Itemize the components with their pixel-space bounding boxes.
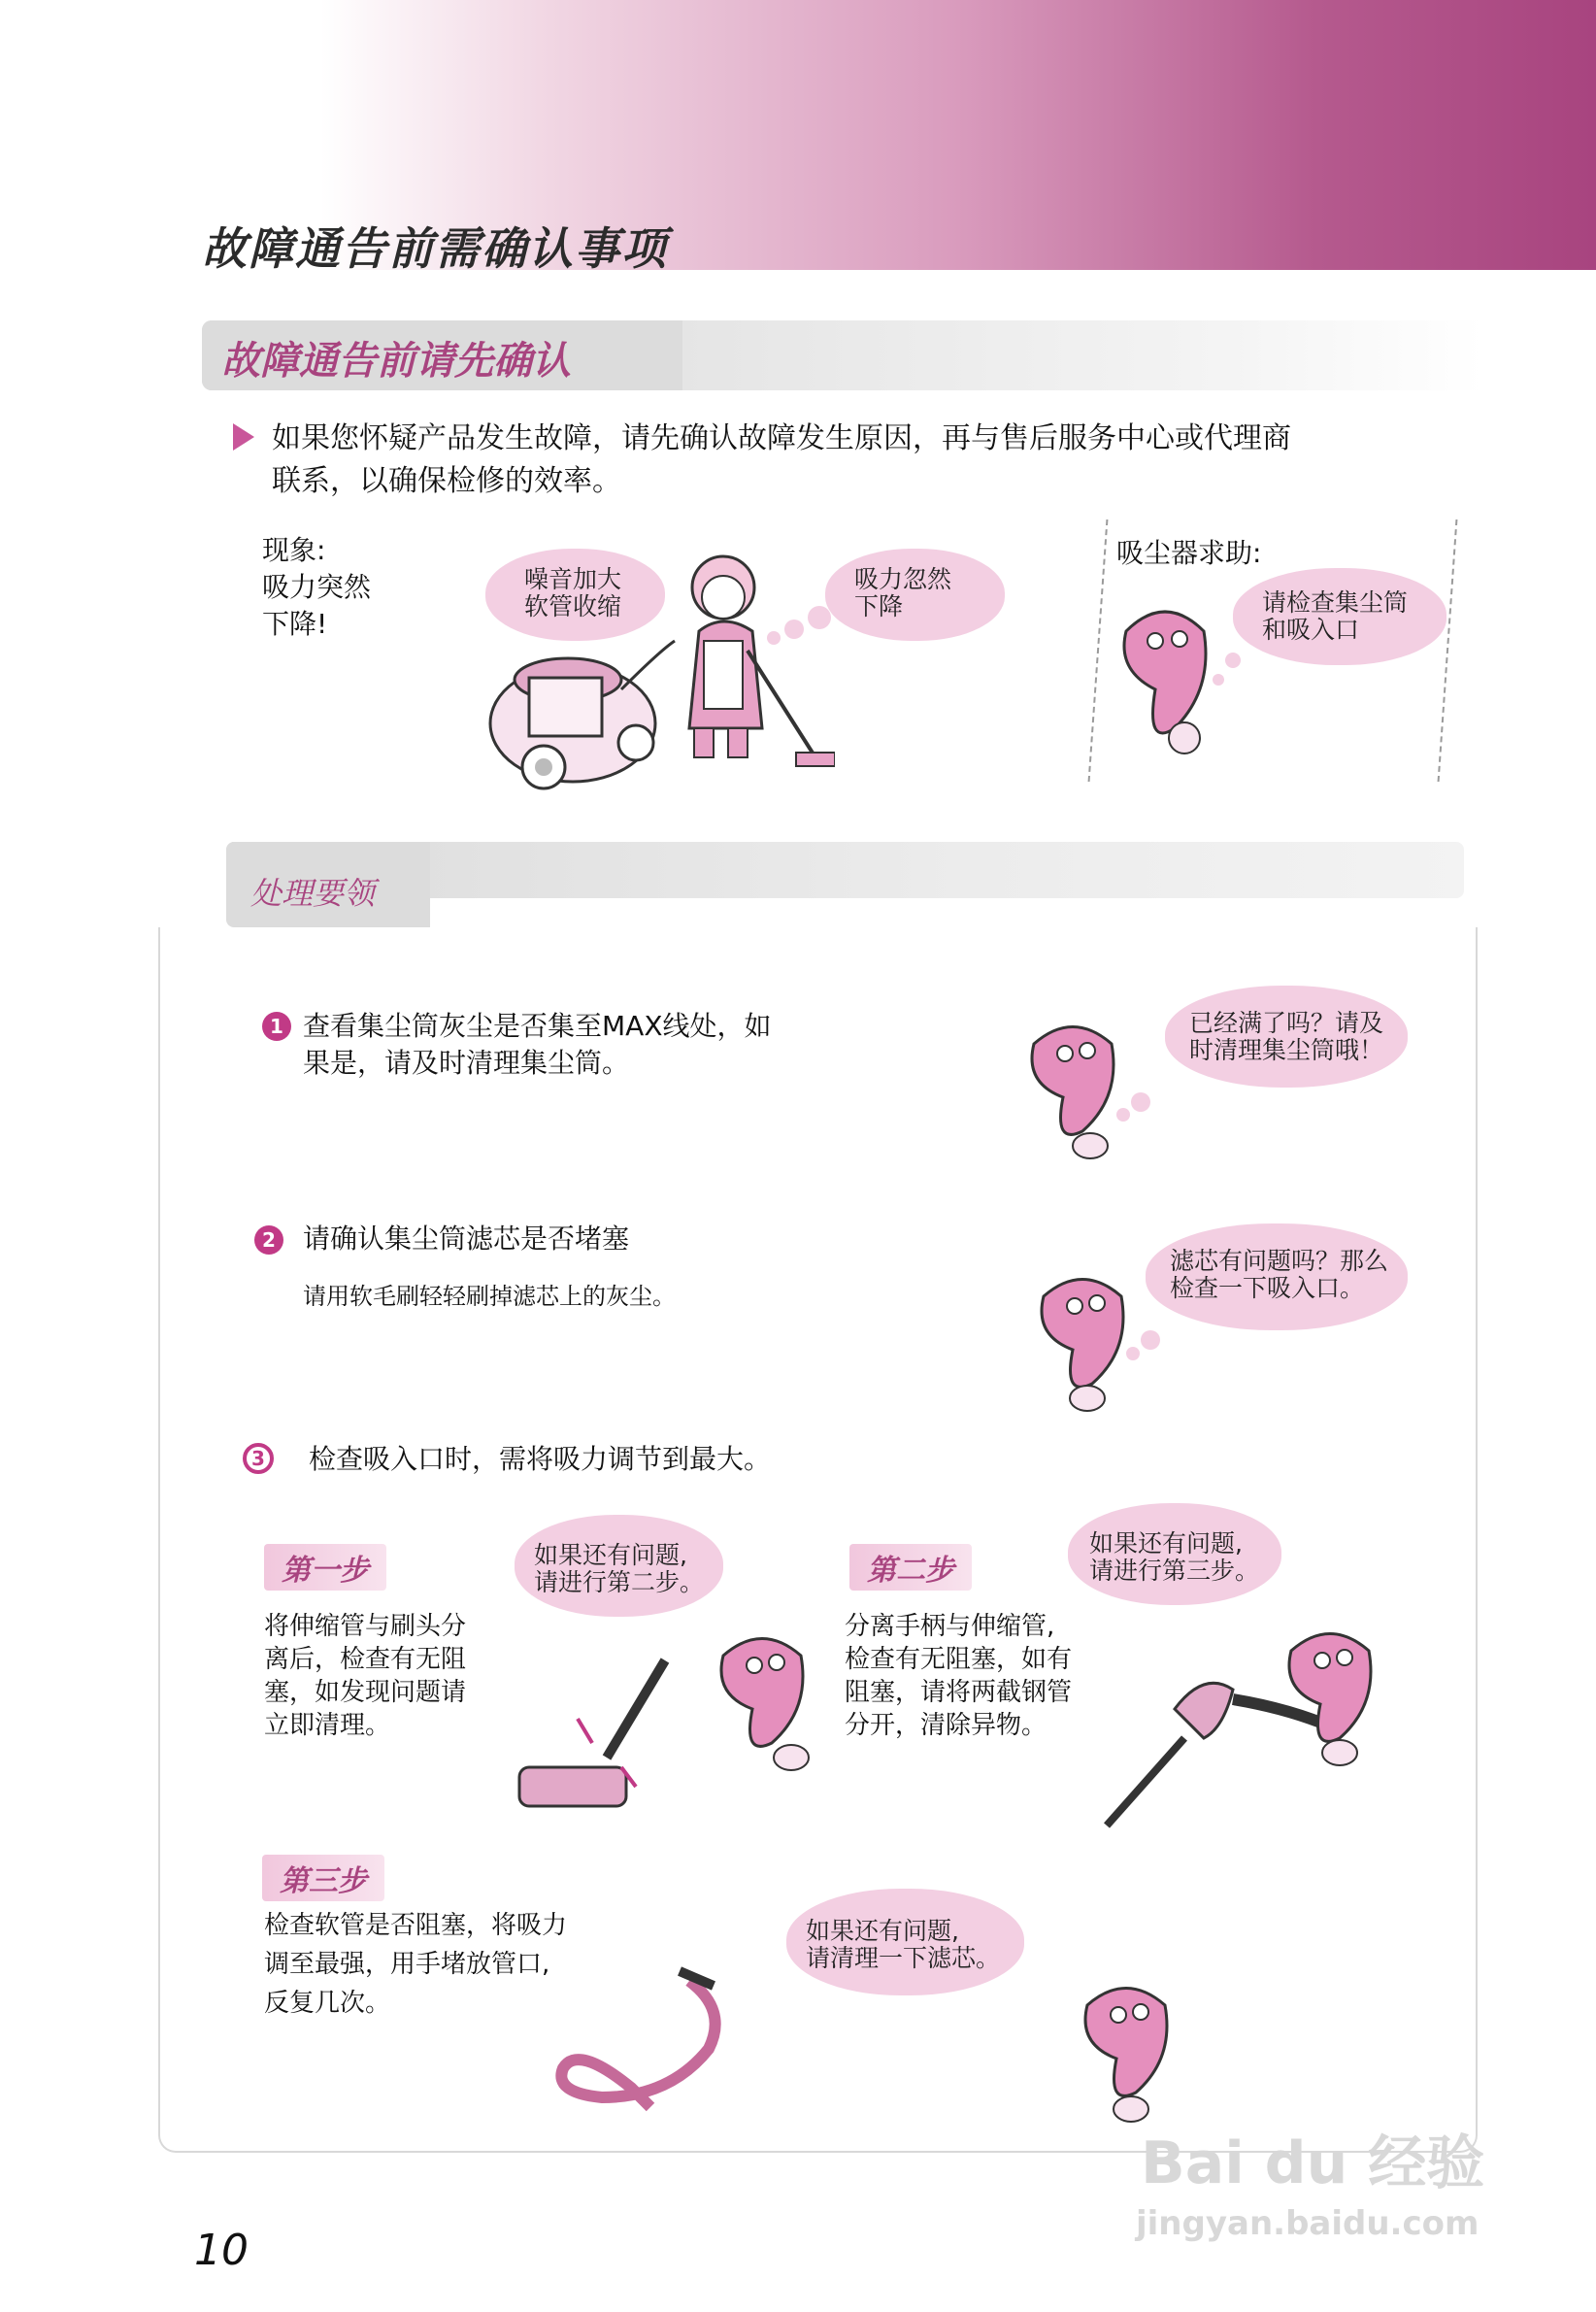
symptom-line: 吸力突然 <box>262 571 372 603</box>
mascot-illustration <box>1087 583 1252 767</box>
step-number-badge: 3 <box>243 1443 274 1474</box>
bullet-arrow-icon <box>233 423 254 451</box>
bubble-line: 噪音加大 <box>524 565 622 593</box>
vacuum-cleaner-illustration <box>476 631 680 796</box>
step-line: 检查软管是否阻塞，将吸力 <box>264 1911 568 1940</box>
step-description <box>845 1610 1126 1742</box>
bubble-line: 请清理一下滤芯。 <box>806 1944 1001 1972</box>
step-line: 将伸缩管与刷头分 <box>264 1612 467 1641</box>
intro-line-1: 如果您怀疑产品发生故障，请先确认故障发生原因，再与售后服务中心或代理商 <box>272 421 1291 455</box>
symptom-label: 现象: <box>262 534 326 566</box>
bubble-line: 如果还有问题, <box>1089 1529 1243 1558</box>
subsection-title: 处理要领 <box>250 875 376 912</box>
bubble-line: 吸力忽然 <box>854 565 952 593</box>
hose-illustration <box>544 1952 738 2117</box>
page-number: 10 <box>194 2226 249 2275</box>
step-line: 分开，清除异物。 <box>845 1711 1047 1740</box>
mascot-illustration <box>1058 1961 1204 2127</box>
bubble-line: 请检查集尘筒 <box>1262 588 1409 617</box>
item-line: 查看集尘筒灰尘是否集至MAX线处，如 <box>303 1010 772 1042</box>
symptom-text <box>262 532 371 643</box>
speech-bubble <box>1233 568 1446 665</box>
item-subtext: 请用软毛刷轻轻刷掉滤芯上的灰尘。 <box>303 1283 676 1310</box>
speech-bubble <box>515 1515 723 1617</box>
step-label: 第二步 <box>849 1544 972 1591</box>
step-description <box>264 1610 516 1742</box>
bubble-line: 请进行第三步。 <box>1089 1557 1260 1585</box>
intro-paragraph <box>272 418 1485 503</box>
brush-head-tube-illustration <box>510 1651 684 1826</box>
speech-bubble <box>485 549 665 641</box>
step-line: 分离手柄与伸缩管, <box>845 1612 1055 1641</box>
step-line: 反复几次。 <box>264 1989 391 2018</box>
step-line: 调至最强，用手堵放管口, <box>264 1950 550 1979</box>
step-line: 塞，如发现问题请 <box>264 1678 467 1707</box>
bubble-line: 已经满了吗？请及 <box>1189 1009 1384 1037</box>
mascot-illustration <box>1262 1607 1408 1772</box>
step-number-badge: 1 <box>262 1012 291 1041</box>
symptom-line: 下降! <box>262 608 328 640</box>
bubble-line: 如果还有问题, <box>534 1541 687 1569</box>
item-text <box>303 1008 934 1082</box>
woman-cleaning-illustration <box>660 544 835 777</box>
mascot-illustration <box>995 1000 1165 1165</box>
section-title: 故障通告前请先确认 <box>221 339 571 384</box>
bubble-line: 时清理集尘筒哦！ <box>1189 1036 1384 1064</box>
item-line: 果是，请及时清理集尘筒。 <box>303 1047 630 1079</box>
speech-bubble <box>1165 986 1408 1088</box>
step-line: 离后，检查有无阻 <box>264 1645 467 1674</box>
step-number-badge: 2 <box>254 1225 283 1255</box>
step-label: 第三步 <box>262 1855 384 1901</box>
speech-bubble <box>1146 1223 1408 1330</box>
bubble-line: 如果还有问题, <box>806 1917 959 1945</box>
mascot-illustration <box>1005 1253 1175 1418</box>
dashed-divider <box>1438 519 1458 782</box>
watermark-url: jingyan.baidu.com <box>1136 2204 1480 2243</box>
speech-bubble <box>786 1889 1024 1995</box>
step-line: 阻塞，请将两截钢管 <box>845 1678 1073 1707</box>
bubble-line: 滤芯有问题吗？那么 <box>1170 1247 1389 1275</box>
item-text: 检查吸入口时，需将吸力调节到最大。 <box>309 1443 772 1475</box>
bubble-line: 检查一下吸入口。 <box>1170 1274 1365 1302</box>
bubble-line: 软管收缩 <box>524 592 622 620</box>
bubble-line: 和吸入口 <box>1262 616 1360 644</box>
step-line: 检查有无阻塞，如有 <box>845 1645 1073 1674</box>
bubble-line: 下降 <box>854 592 904 620</box>
speech-bubble <box>1068 1503 1281 1605</box>
step-line: 立即清理。 <box>264 1711 391 1740</box>
intro-line-2: 联系，以确保检修的效率。 <box>272 464 621 498</box>
watermark-text: Bai du 经验 <box>1141 2129 1485 2197</box>
watermark-logo <box>1141 2117 1484 2200</box>
item-text: 请确认集尘筒滤芯是否堵塞 <box>303 1223 630 1255</box>
help-title: 吸尘器求助: <box>1116 537 1262 569</box>
page-title: 故障通告前需确认事项 <box>202 222 668 275</box>
speech-bubble <box>825 549 1005 641</box>
mascot-illustration <box>694 1612 840 1777</box>
step-label: 第一步 <box>264 1544 386 1591</box>
bubble-line: 请进行第二步。 <box>534 1568 705 1596</box>
